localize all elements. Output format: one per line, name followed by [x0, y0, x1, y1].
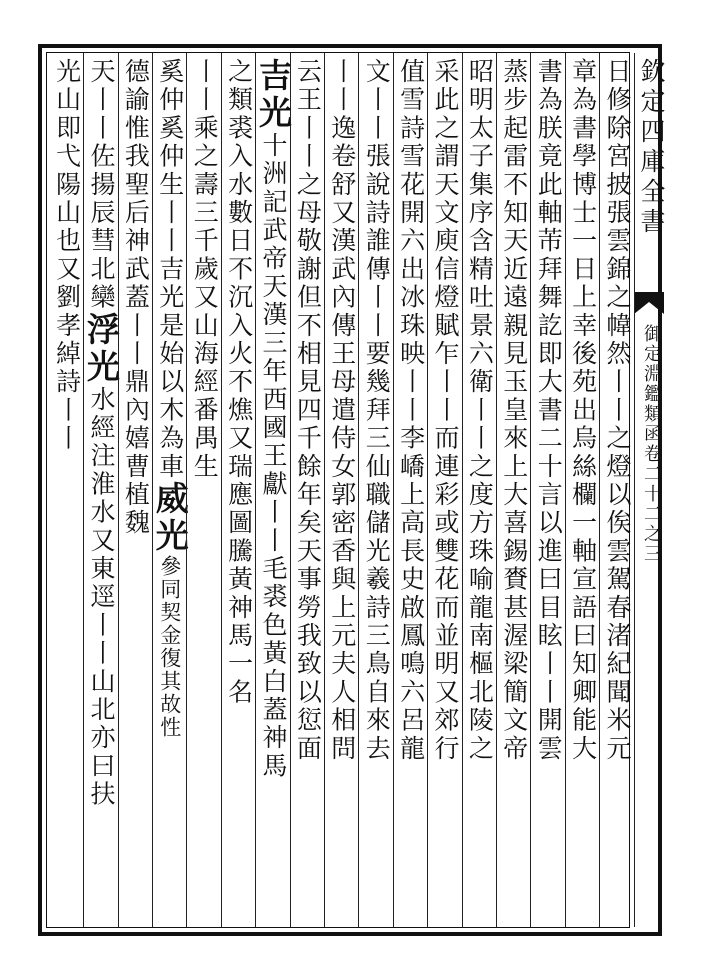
text-column: [359, 58, 393, 924]
text-column: [462, 58, 496, 924]
column-text: 之類裘入水數日不沉入火不燋又瑞應圖騰黃神馬一名: [224, 58, 254, 707]
column-rule: [152, 53, 153, 927]
column-rule: [599, 53, 600, 927]
text-column: [497, 58, 531, 924]
column-text: 奚仲奚仲生丨丨吉光是始以木為車: [155, 58, 185, 481]
column-rule: [462, 53, 463, 927]
text-column: [290, 58, 324, 924]
column-text: 蒸步起雷不知天近遠親見玉皇來上大喜錫賚甚渥梁簡文帝: [499, 58, 529, 763]
column-text: 天丨丨佐揚辰彗北欒: [87, 58, 116, 312]
column-text: 云王丨丨之母敬謝但不相見四千餘年矣天事勞我致以愆面: [293, 58, 323, 763]
text-column: [531, 58, 565, 924]
text-column: [566, 58, 600, 924]
entry-heading: 吉光: [254, 58, 293, 132]
text-column: [600, 58, 634, 924]
entry-heading: 浮光: [82, 311, 121, 386]
text-column: [187, 58, 221, 924]
fishtail-mark-icon: [634, 292, 664, 314]
column-text: 章為書學博士一日上幸後苑出烏絲欄一軸宣語曰知卿能大: [568, 58, 598, 763]
column-rule: [221, 53, 222, 927]
text-column: [428, 58, 462, 924]
column-text: 丨丨乘之壽三千歲又山海經番禺生: [190, 58, 220, 481]
column-text: 水經注淮水又東逕丨丨山北亦曰扶: [87, 385, 116, 809]
column-text: 丨丨逸卷舒又漢武內傳王母遣侍女郭密香與上元夫人相問: [327, 58, 357, 763]
column-rule: [186, 53, 187, 927]
column-text: 值雪詩雪花開六出冰珠映丨丨李嶠上高長史啟鳳鳴六呂龍: [396, 58, 426, 763]
column-text: 書為朕竟此軸芾拜舞訖即大書二十言以進曰目眩丨丨開雲: [534, 58, 564, 763]
column-text: 光山即弋陽山也又劉孝綽詩丨丨: [52, 58, 82, 453]
column-text: 昭明太子集序含精吐景六衛丨丨之度方珠喻龍南樞北陵之: [465, 58, 495, 763]
column-rule: [290, 53, 291, 927]
column-text: 十洲記武帝天漢三年西國王獻丨丨毛裘色黃白蓋神馬: [259, 132, 288, 781]
entry-heading: 威光: [150, 481, 190, 555]
text-column: [394, 58, 428, 924]
column-rule: [565, 53, 566, 927]
column-rule: [118, 53, 119, 927]
column-rule: [358, 53, 359, 927]
column-rule: [496, 53, 497, 927]
text-column: [325, 58, 359, 924]
column-rule: [255, 53, 256, 927]
margin-volume: 御定淵鑑類函卷二十二之三: [641, 324, 662, 564]
text-column: [254, 58, 293, 924]
margin-title: 欽定四庫全書: [637, 58, 666, 238]
annotation-text: 參同契金復其故性: [157, 555, 182, 739]
column-rule: [530, 53, 531, 927]
column-rule: [634, 53, 635, 927]
column-text: 文丨丨張說詩誰傳丨丨要幾拜三仙職儲光羲詩三鳥自來去: [362, 58, 392, 763]
text-column: [82, 58, 121, 924]
column-text: 日修除宮披張雲錦之幃然丨丨之燈以俟雲駕春渚紀聞米元: [603, 58, 632, 763]
column-rule: [427, 53, 428, 927]
column-rule: [83, 53, 84, 927]
column-rule: [393, 53, 394, 927]
column-rule: [324, 53, 325, 927]
text-column: [50, 58, 84, 924]
text-column: [222, 58, 256, 924]
column-text: 采此之謂天文庾信燈賦乍丨丨而連彩或雙花而並明又郊行: [431, 58, 460, 763]
text-column: [150, 58, 190, 924]
text-column: [118, 58, 152, 924]
column-text: 德諭惟我聖后神武蓋丨丨鼎內嬉曹植魏: [121, 58, 151, 538]
